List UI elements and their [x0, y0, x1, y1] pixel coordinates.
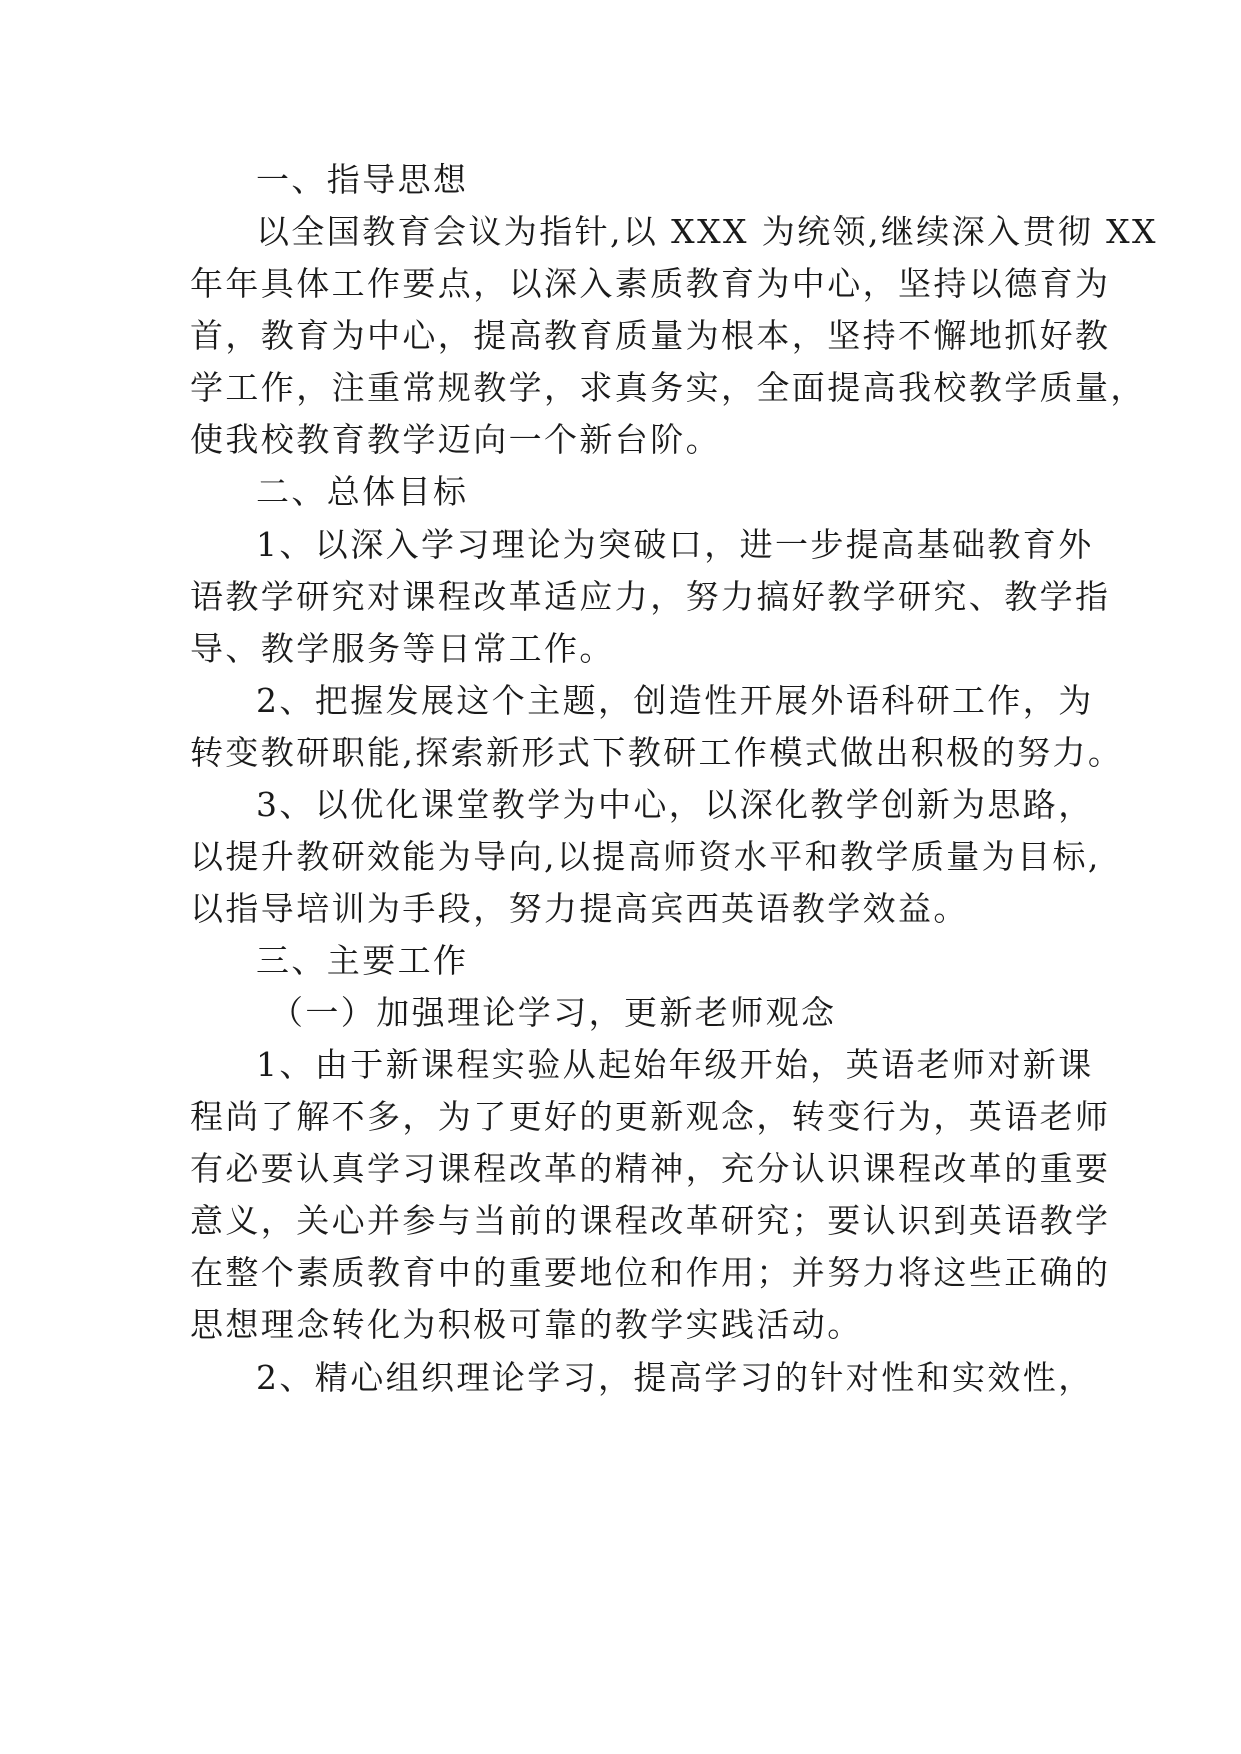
list-item-line: 在整个素质教育中的重要地位和作用；并努力将这些正确的 — [190, 1253, 1111, 1292]
paragraph-line: 使我校教育教学迈向一个新台阶。 — [190, 420, 721, 459]
paragraph-line: 年年具体工作要点，以深入素质教育为中心，坚持以德育为 — [190, 264, 1111, 303]
list-item-line: 2、把握发展这个主题，创造性开展外语科研工作，为 — [256, 681, 1094, 720]
paragraph-line: 首，教育为中心，提高教育质量为根本，坚持不懈地抓好教 — [190, 316, 1111, 355]
list-item-line: 1、以深入学习理论为突破口，进一步提高基础教育外 — [256, 525, 1094, 564]
list-item-line: 2、精心组织理论学习，提高学习的针对性和实效性， — [256, 1358, 1094, 1397]
list-item-line: 有必要认真学习课程改革的精神，充分认识课程改革的重要 — [190, 1149, 1111, 1188]
list-item-line: 1、由于新课程实验从起始年级开始，英语老师对新课 — [256, 1045, 1094, 1084]
list-item-line: 意义，关心并参与当前的课程改革研究；要认识到英语教学 — [190, 1201, 1111, 1240]
section-heading-main-work: 三、主要工作 — [256, 941, 469, 980]
list-item-line: 语教学研究对课程改革适应力，努力搞好教学研究、教学指 — [190, 577, 1111, 616]
list-item-line: 思想理念转化为积极可靠的教学实践活动。 — [190, 1305, 863, 1344]
section-heading-guiding-ideology: 一、指导思想 — [256, 160, 469, 199]
list-item-line: 转变教研职能,探索新形式下教研工作模式做出积极的努力。 — [190, 733, 1124, 772]
list-item-line: 导、教学服务等日常工作。 — [190, 629, 615, 668]
list-item-line: 以指导培训为手段，努力提高宾西英语教学效益。 — [190, 889, 969, 928]
paragraph-line: 学工作，注重常规教学，求真务实，全面提高我校教学质量， — [190, 368, 1146, 407]
paragraph-line: 以全国教育会议为指针,以 XXX 为统领,继续深入贯彻 XX — [256, 212, 1158, 251]
subsection-heading: （一）加强理论学习，更新老师观念 — [270, 993, 837, 1032]
list-item-line: 3、以优化课堂教学为中心，以深化教学创新为思路， — [256, 785, 1094, 824]
list-item-line: 程尚了解不多，为了更好的更新观念，转变行为，英语老师 — [190, 1097, 1111, 1136]
section-heading-overall-goals: 二、总体目标 — [256, 472, 469, 511]
list-item-line: 以提升教研效能为导向,以提高师资水平和教学质量为目标, — [190, 837, 1101, 876]
